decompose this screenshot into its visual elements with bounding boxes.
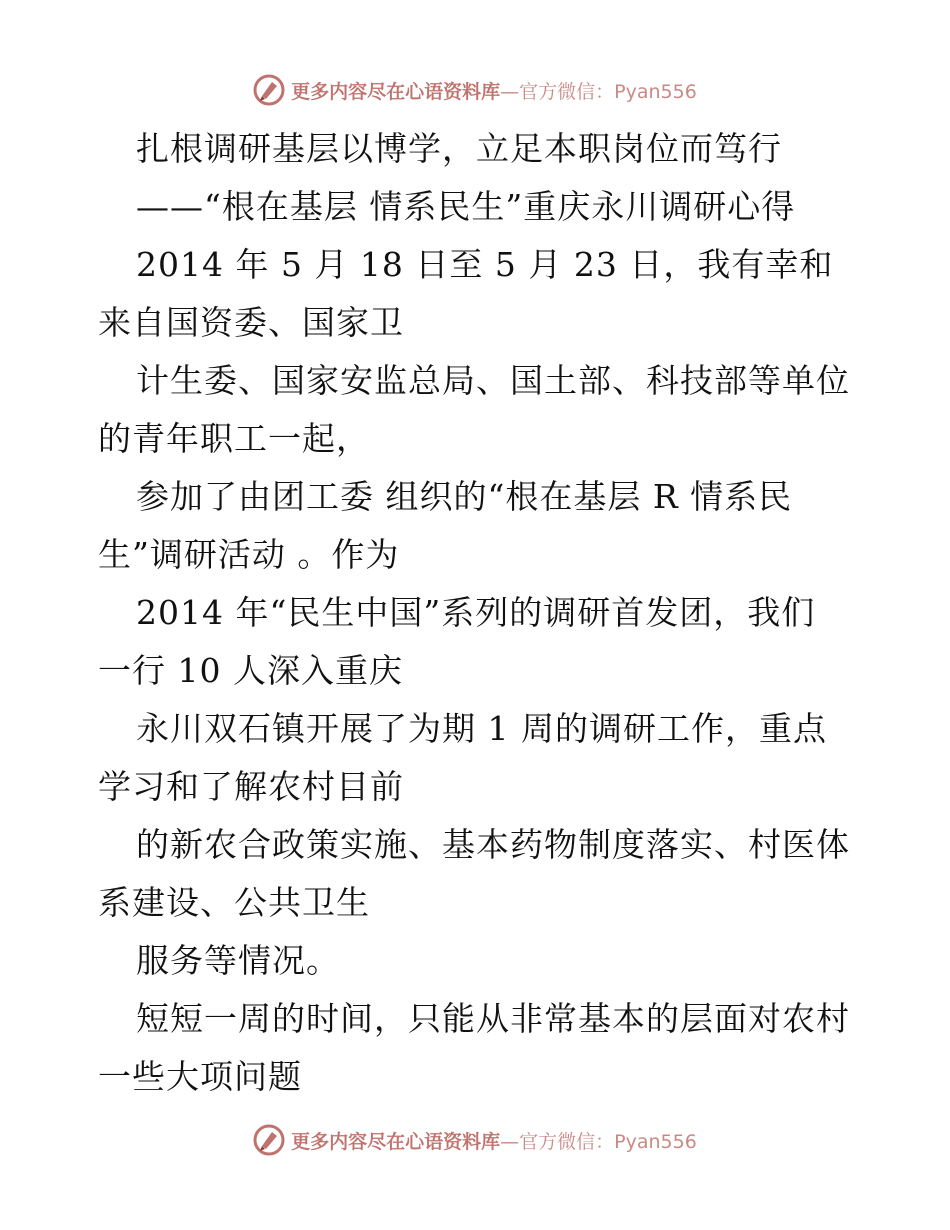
text-line: 一行 10 人深入重庆 (98, 651, 403, 690)
text-line: 系建设、公共卫生 (98, 883, 370, 922)
text-line: 2014 年“民生中国”系列的调研首发团，我们 (136, 593, 816, 632)
text-line: 参加了由团工委 组织的“根在基层 R 情系民 (136, 477, 793, 516)
text-line: 学习和了解农村目前 (98, 767, 404, 806)
text-line: 计生委、国家安监总局、国土部、科技部等单位 (136, 361, 850, 400)
watermark-sub-text: —官方微信：Pyan556 (500, 1130, 697, 1153)
text-line: 的新农合政策实施、基本药物制度落实、村医体 (136, 825, 850, 864)
header-watermark (0, 70, 950, 110)
document-body (98, 120, 858, 1106)
pen-nib-icon (253, 74, 285, 106)
text-line: 2014 年 5 月 18 日至 5 月 23 日，我有幸和 (136, 245, 834, 284)
text-line: 短短一周的时间，只能从非常基本的层面对农村 (136, 999, 850, 1038)
text-line: 一些大项问题 (98, 1057, 302, 1096)
watermark-text (291, 1127, 697, 1154)
text-line: 扎根调研基层以博学，立足本职岗位而笃行 (136, 129, 782, 168)
watermark-text (291, 77, 697, 104)
pen-nib-icon (253, 1124, 285, 1156)
watermark-main-text: 更多内容尽在心语资料库 (291, 80, 501, 103)
text-line: 永川双石镇开展了为期 1 周的调研工作，重点 (136, 709, 827, 748)
text-line: 服务等情况。 (136, 941, 340, 980)
text-line: 的青年职工一起， (98, 419, 370, 458)
text-line: 来自国资委、国家卫 (98, 303, 404, 342)
text-line: 生”调研活动 。作为 (98, 535, 400, 574)
watermark-main-text: 更多内容尽在心语资料库 (291, 1130, 501, 1153)
footer-watermark (0, 1120, 950, 1160)
text-line: ——“根在基层 情系民生”重庆永川调研心得 (136, 187, 796, 226)
watermark-sub-text: —官方微信：Pyan556 (500, 80, 697, 103)
